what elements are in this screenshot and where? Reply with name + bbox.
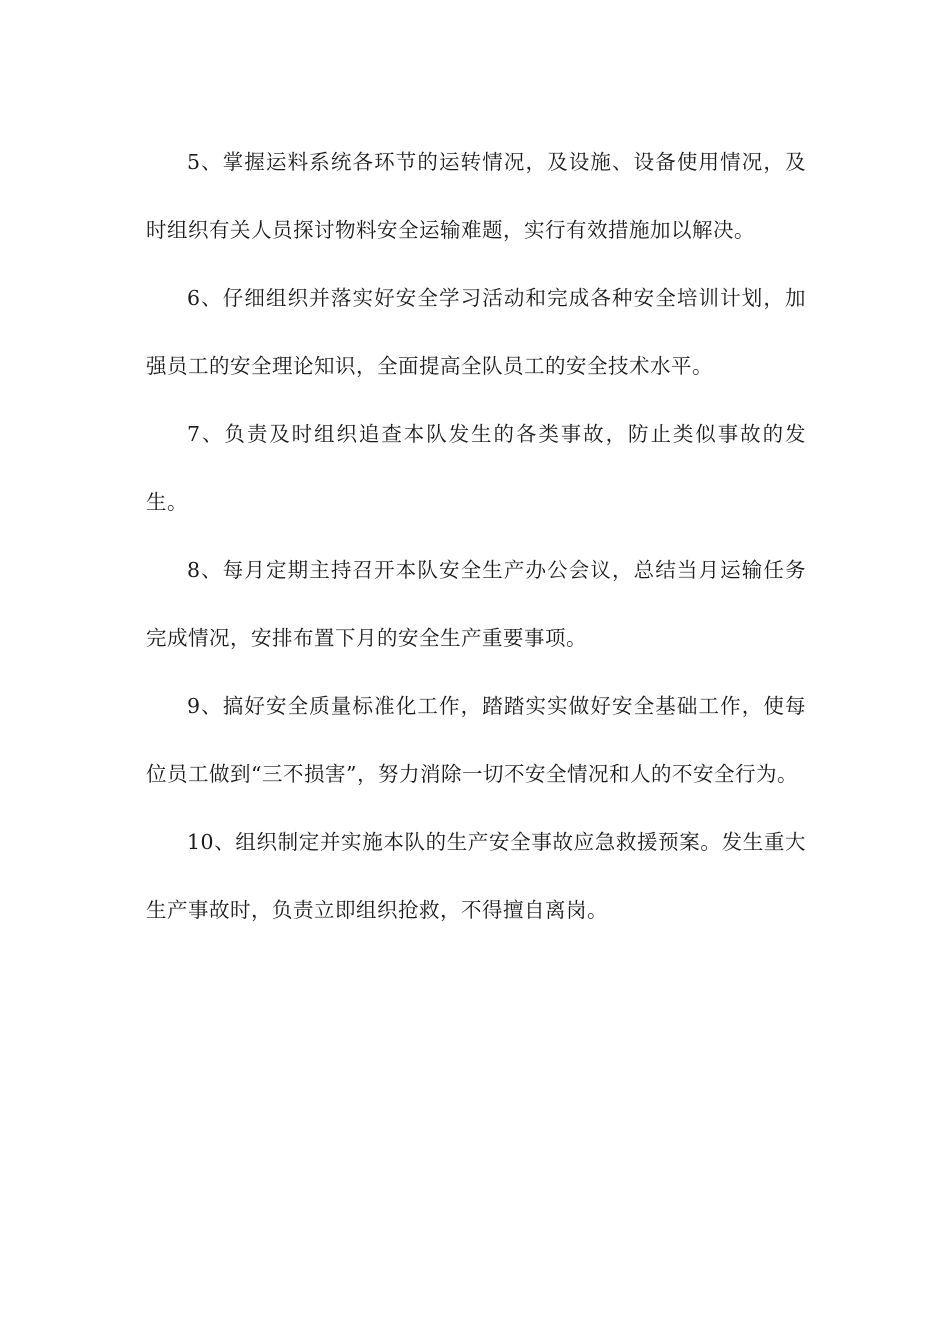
paragraph-item-8: 8、每月定期主持召开本队安全生产办公会议，总结当月运输任务完成情况，安排布置下月的安全生产重要事项。 xyxy=(146,558,806,650)
paragraph-item-10: 10、组织制定并实施本队的生产安全事故应急救援预案。发生重大生产事故时，负责立即组织抢救，不得擅自离岗。 xyxy=(146,830,806,922)
document-body xyxy=(146,128,806,944)
paragraph-item-7: 7、负责及时组织追查本队发生的各类事故，防止类似事故的发生。 xyxy=(146,422,806,514)
paragraph-item-9: 9、搞好安全质量标准化工作，踏踏实实做好安全基础工作，使每位员工做到“三不损害”，努力消除一切不安全情况和人的不安全行为。 xyxy=(146,694,806,786)
paragraph-item-5: 5、掌握运料系统各环节的运转情况，及设施、设备使用情况，及时组织有关人员探讨物料安全运输难题，实行有效措施加以解决。 xyxy=(146,150,806,242)
paragraph-item-6: 6、仔细组织并落实好安全学习活动和完成各种安全培训计划，加强员工的安全理论知识，全面提高全队员工的安全技术水平。 xyxy=(146,286,806,378)
